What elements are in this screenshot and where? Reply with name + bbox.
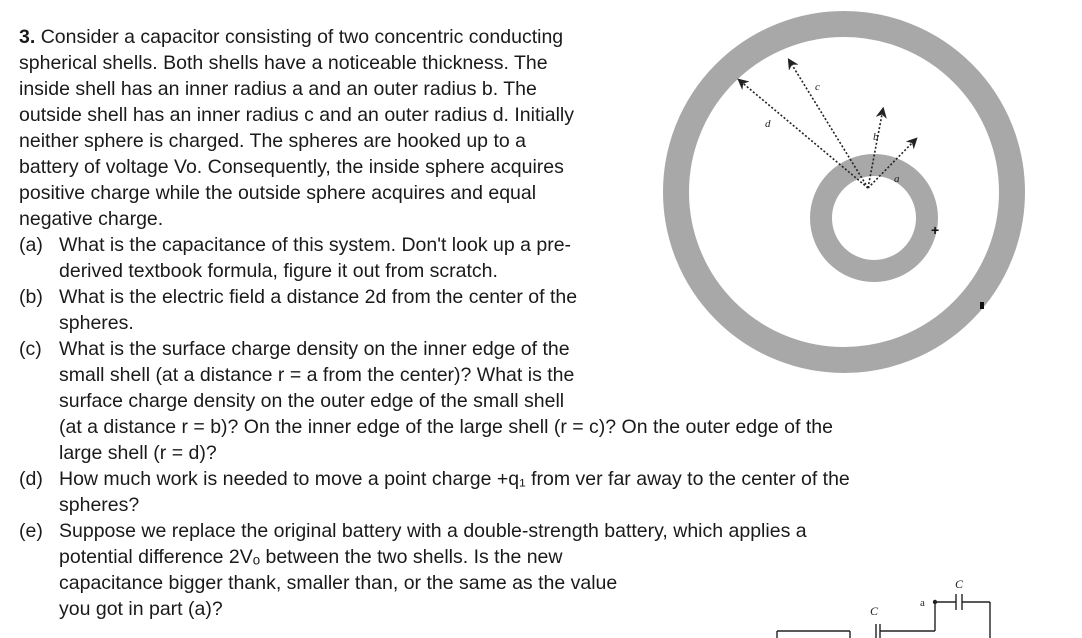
part-line: What is the capacitance of this system. Don't look up a pre-: [59, 234, 572, 256]
part-line: spheres?: [59, 494, 140, 516]
radius-d-arrow: [739, 80, 868, 188]
part-line: large shell (r = d)?: [59, 442, 217, 464]
part-line: capacitance bigger thank, smaller than, or the same as the value: [59, 572, 618, 594]
inner-plus-sign: +: [931, 222, 940, 238]
part-label: (e): [19, 520, 43, 542]
label-a: a: [894, 173, 900, 185]
part-line: small shell (at a distance r = a from the center)? What is the: [59, 364, 575, 386]
part-line: What is the electric field a distance 2d from the center of the: [59, 286, 578, 308]
part-label: (a): [19, 234, 43, 256]
part-label: (c): [19, 338, 42, 360]
intro-line: negative charge.: [19, 208, 164, 230]
part-line: What is the surface charge density on the inner edge of the: [59, 338, 570, 360]
label-c: c: [815, 81, 820, 93]
part-line: (at a distance r = b)? On the inner edge of the large shell (r = c)? On the outer edge of the: [59, 416, 833, 438]
circuit-node: [933, 600, 937, 604]
part-line: derived textbook formula, figure it out from scratch.: [59, 260, 498, 282]
outer-shell: [676, 24, 1012, 360]
intro-line: neither sphere is charged. The spheres are hooked up to a: [19, 130, 526, 152]
circuit-cap-label: C: [955, 577, 964, 591]
intro-line: battery of voltage Vo. Consequently, the inside sphere acquires: [19, 156, 564, 178]
problem-number: 3.: [19, 26, 36, 48]
intro-line: outside shell has an inner radius c and an outer radius d. Initially: [19, 104, 574, 126]
intro-line: Consider a capacitor consisting of two concentric conducting: [40, 26, 564, 48]
outer-minus-sign: [980, 302, 984, 309]
part-line: spheres.: [59, 312, 134, 334]
part-line: potential difference 2Vₒ between the two shells. Is the new: [59, 546, 563, 568]
part-line: you got in part (a)?: [59, 598, 223, 620]
part-line: Suppose we replace the original battery with a double-strength battery, which applies a: [59, 520, 807, 542]
intro-line: inside shell has an inner radius a and an outer radius b. The: [19, 78, 537, 100]
circuit-fragment: [777, 594, 990, 638]
circuit-cap-label: C: [870, 604, 879, 618]
intro-line: positive charge while the outside sphere acquires and equal: [19, 182, 537, 204]
part-label: (b): [19, 286, 43, 308]
circuit-node-label: a: [920, 597, 925, 609]
label-d: d: [765, 118, 771, 130]
intro-line: spherical shells. Both shells have a noticeable thickness. The: [19, 52, 548, 74]
part-label: (d): [19, 468, 43, 490]
part-line: How much work is needed to move a point charge +q₁ from ver far away to the center of the: [59, 468, 850, 490]
label-b: b: [873, 131, 879, 143]
part-line: surface charge density on the outer edge of the small shell: [59, 390, 565, 412]
